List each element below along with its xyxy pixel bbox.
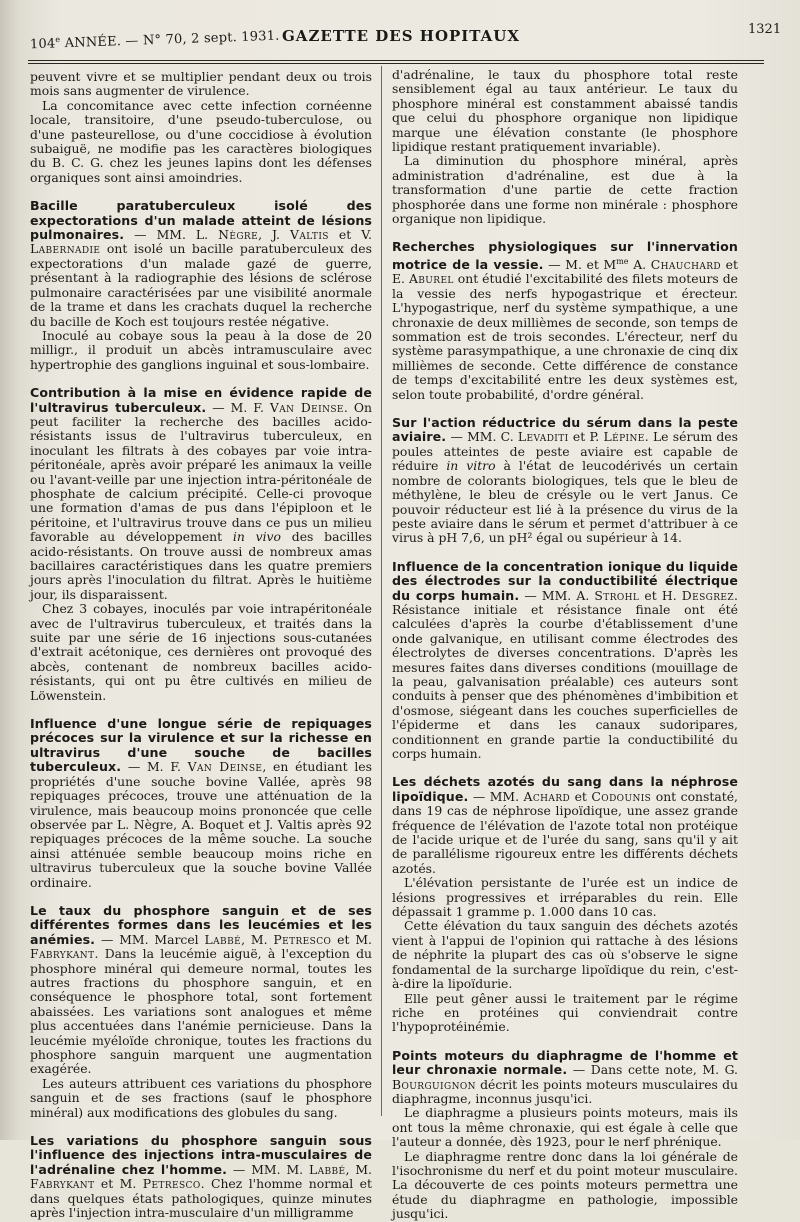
paragraph: Elle peut gêner aussi le traitement par le régime riche en protéines qui conviendrait contre l'hypoprotéinémie.	[392, 990, 738, 1035]
column-divider	[381, 66, 382, 1116]
author-name: Achard	[523, 788, 571, 804]
author-name: Levaditi	[517, 429, 569, 445]
paragraph: d'adrénaline, le taux du phosphore total reste sensiblement égal au taux antérieur. Le taux du phosphore minéral est constamment abaissé tandis que celui du phosphore organique non lipidique marque une élévation constante (le phosphore lipidique restant pratiquement invariable).	[392, 67, 738, 155]
author-name: Fabrykant	[30, 1176, 95, 1192]
article-title: Contribution à la mise en évidence rapide de l'ultravirus tuberculeux.	[30, 385, 372, 415]
article-title: Influence d'une longue série de repiquages précoces sur la virulence et sur la richesse en ultravirus d'une souche de bacilles tuberculeux.	[30, 716, 372, 775]
paragraph: Le diaphragme rentre donc dans la loi générale de l'isochronisme du nerf et du point moteur musculaire. La découverte de ces points moteurs permettra une étude du diaphragme en pathologie, impossible jusqu'ici.	[392, 1148, 738, 1222]
article-body: . Chez l'homme normal et dans quelques états pathologiques, quinze minutes après l'injection intra-musculaire d'un milligramme	[30, 1176, 372, 1221]
author-name: Strohl	[594, 587, 640, 603]
author-name: Van Deinse	[269, 399, 344, 415]
page-number: 1321	[748, 22, 782, 37]
article-phosphore-leucemies: Le taux du phosphore sanguin et de ses différentes formes dans les leucémies et les anémies. — MM. Marcel Labbé, M. Petresco et M. Fabrykant. Dans la leucémie aiguë, à l'exception du phosphore minéral qui demeure normal, toutes les autres fractions du phosphore sanguin, et en conséquence le phosphore total, sont fortement abaissées. Les variations sont analogues et même plus accentuées dans l'anémie pernicieuse. Dans la leucémie myéloïde chronique, toutes les fractions du phosphore sanguin marquent une augmentation exagérée. Les auteurs attribuent ces variations du phosphore sanguin et de ses fractions (sauf le phosphore minéral) aux modifications des globules du sang.	[30, 902, 372, 1120]
paragraph: Le diaphragme a plusieurs points moteurs, mais ils ont tous la même chronaxie, qui est égale à celle que l'auteur a donnée, dès 1923, pour le nerf phrénique.	[392, 1105, 738, 1150]
article-title: Influence de la concentration ionique du liquide des électrodes sur la conductibilité électrique du corps humain.	[392, 558, 738, 603]
paragraph: Chez 3 cobayes, inoculés par voie intrapéritonéale avec de l'ultravirus tuberculeux, et traités dans la suite par une série de 16 injections sous-cutanées d'extrait acétonique, ces dernières ont provoqué des abcès, contenant de nombreux bacilles acido-résistants, qui ont pu être cultivés en milieu de Löwenstein.	[30, 601, 372, 703]
author-name: Labernadie	[30, 241, 101, 257]
author-name: Labbé	[204, 931, 242, 947]
journal-title: GAZETTE DES HOPITAUX	[282, 27, 521, 45]
article-body: . Résistance initiale et résistance finale ont été calculées d'après la courbe d'établissement d'une onde galvanique, en utilisant comme électrodes des électrolytes de diverses concentrations. D'après les mesures faites dans diverses conditions (mouillage de la peau, galvanisation préalable) ces auteurs sont conduits à penser que des phénomènes d'imbibition et d'osmose, siégeant dans les couches superficielles de l'épiderme et dans les canaux sudoripares, conditionnent en grande partie la conductibilité du corps humain.	[392, 587, 738, 761]
author-name: Lépine	[603, 429, 645, 445]
header-rule-thin	[28, 63, 764, 64]
author-name: Nègre	[218, 227, 259, 243]
author-name: Codounis	[591, 788, 652, 804]
article-peste-aviaire: Sur l'action réductrice du sérum dans la peste aviaire. — MM. C. Levaditi et P. Lépine. Le sérum des poules atteintes de peste aviaire est capable de réduire in vitro à l'état de leucodérivés un certain nombre de colorants biologiques, tels que le bleu de méthylène, le bleu de crésyle ou le vert Janus. Ce pouvoir réducteur est lié à la présence du virus de la peste aviaire dans le sérum et permet d'attribuer à ce virus à pH 7,6, un pH² égal ou supérieur à 14.	[392, 415, 738, 546]
article-body: . On peut faciliter la recherche des bacilles acido-résistants issus de l'ultravirus tuberculeux, en inoculant les filtrats à des cobayes par voie intra-péritonéale, après avoir préparé les animaux la veille ou l'avant-veille par une injection intra-péritonéale de phosphate de calcium précipité. Celle-ci provoque une formation d'amas de pus dans l'épiploon et le péritoine, et l'ultravirus trouve dans ce pus un milieu favorable au développement	[30, 399, 372, 545]
left-column	[30, 70, 372, 1220]
author-name: Labbé	[308, 1161, 346, 1177]
author-name: Desgrez	[681, 587, 735, 603]
article-ultravirus: Contribution à la mise en évidence rapide de l'ultravirus tuberculeux. — M. F. Van Deinse. On peut faciliter la recherche des bacilles acido-résistants issus de l'ultravirus tuberculeux, en inoculant les filtrats à des cobayes par voie intra-péritonéale, après avoir préparé les animaux la veille ou l'avant-veille par une injection intra-péritonéale de phosphate de calcium précipité. Celle-ci provoque une formation d'amas de pus dans l'épiploon et le péritoine, et l'ultravirus trouve dans ce pus un milieu favorable au développement in vivo des bacilles acido-résistants. On trouve aussi de nombreux amas bacillaires caractéristiques dans les quatre premiers jours après l'inoculation du filtrat. Après le huitième jour, ils disparaissent. Chez 3 cobayes, inoculés par voie intrapéritonéale avec de l'ultravirus tuberculeux, et traités dans la suite par une série de 16 injections sous-cutanées d'extrait acétonique, ces dernières ont provoqué des abcès, contenant de nombreux bacilles acido-résistants, qui ont pu être cultivés en milieu de Löwenstein.	[30, 385, 372, 703]
article-title: Points moteurs du diaphragme de l'homme et leur chronaxie normale.	[392, 1047, 738, 1078]
article-body: décrit les points moteurs musculaires du diaphragme, inconnus jusqu'ici.	[392, 1076, 738, 1106]
author-name: Chauchard	[650, 257, 722, 272]
author-name: Bourguignon	[392, 1076, 476, 1092]
paragraph: Cette élévation du taux sanguin des déchets azotés vient à l'appui de l'opinion qui rattache à des lésions de néphrite la plupart des cas où s'observe le signe fondamental de la surcharge lipoïdique du rein, c'est-à-dire la lipoïdurie.	[392, 918, 738, 992]
right-column	[392, 68, 738, 1222]
article-title: Les variations du phosphore sanguin sous l'influence des injections intra-musculaires de l'adrénaline chez l'homme.	[30, 1133, 372, 1177]
article-title: Sur l'action réductrice du sérum dans la peste aviaire.	[392, 415, 738, 445]
article-body: ont isolé un bacille paratuberculeux des expectorations d'un malade gazé de guerre, présentant à la radiographie des lésions de sclérose pulmonaire caractérisées par une visibilité anormale de la trame et dans les crachats duquel la recherche du bacille de Koch est toujours restée négative.	[30, 241, 372, 329]
article-paratuberculeux: Bacille paratuberculeux isolé des expectorations d'un malade atteint de lésions pulmonaires. — MM. L. Nègre, J. Valtis et V. Labernadie ont isolé un bacille paratuberculeux des expectorations d'un malade gazé de guerre, présentant à la radiographie des lésions de sclérose pulmonaire caractérisées par une visibilité anormale de la trame et dans les crachats duquel la recherche du bacille de Koch est toujours restée négative. Inoculé au cobaye sous la peau à la dose de 20 milligr., il produit un abcès intramusculaire avec hypertrophie des ganglions inguinal et sous-lombaire.	[30, 198, 372, 372]
author-name: Aburel	[408, 271, 454, 287]
article-title: Bacille paratuberculeux isolé des expectorations d'un malade atteint de lésions pulmonaires.	[30, 198, 372, 243]
article-body: , en étudiant les propriétés d'une souche bovine Vallée, après 98 repiquages précoces, trouve une atténuation de la virulence, mais beaucoup moins prononcée que celle observée par L. Nègre, A. Boquet et J. Valtis après 92 repiquages précoces de la même souche. La souche ainsi atténuée semble beaucoup moins riche en ultravirus tuberculeux que la souche bovine Vallée ordinaire.	[30, 759, 372, 890]
author-name: Valtis	[290, 227, 329, 243]
article-title: Les déchets azotés du sang dans la néphrose lipoïdique.	[392, 774, 738, 804]
article-diaphragme: Points moteurs du diaphragme de l'homme et leur chronaxie normale. — Dans cette note, M. G. Bourguignon décrit les points moteurs musculaires du diaphragme, inconnus jusqu'ici. Le diaphragme a plusieurs points moteurs, mais ils ont tous la même chronaxie, qui est égale à celle que l'auteur a donnée, dès 1923, pour le nerf phrénique. Le diaphragme rentre donc dans la loi générale de l'isochronisme du nerf et du point moteur musculaire. La découverte de ces points moteurs permettra une étude du diaphragme en pathologie, impossible jusqu'ici.	[392, 1047, 738, 1222]
author-name: Petresco	[273, 931, 332, 947]
article-body: . Dans la leucémie aiguë, à l'exception du phosphore minéral qui demeure normal, toutes les autres fractions du phosphore sanguin, et en conséquence le phosphore total, sont fortement abaissées. Les variations sont analogues et même plus accentuées dans l'anémie pernicieuse. Dans la leucémie myéloïde chronique, toutes les fractions du phosphore sanguin marquent une augmentation exagérée.	[30, 946, 372, 1077]
article-title: Le taux du phosphore sanguin et de ses différentes formes dans les leucémies et les anémies.	[30, 902, 372, 947]
paragraph: L'élévation persistante de l'urée est un indice de lésions progressives et irréparables du rein. Elle dépassait 1 gramme p. 1.000 dans 10 cas.	[392, 875, 738, 920]
article-body: ont constaté, dans 19 cas de néphrose lipoïdique, une assez grande fréquence de l'élévation de l'azote total non protéique de l'acide urique et de l'urée du sang, sans qu'il y ait de parallélisme rigoureux entre les différents déchets azotés.	[392, 788, 738, 876]
article-body: ont étudié l'excitabilité des filets moteurs de la vessie des nerfs hypogastrique et érecteur. L'hypogastrique, nerf du système sympathique, a une chronaxie de deux millièmes de seconde, son temps de sommation est de trois secondes. L'érecteur, nerf du système parasympathique, a une chronaxie de cinq dix millièmes de seconde. Cette différence de constance de temps d'excitabilité entre les deux systèmes est, selon toute probabilité, d'ordre général.	[392, 271, 738, 402]
paragraph: La diminution du phosphore minéral, après administration d'adrénaline, est due à la transformation d'une partie de cette fraction phosphorée dans une forme non minérale : phosphore organique non lipidique.	[392, 153, 738, 227]
page-header	[0, 0, 800, 62]
author-name: Fabrykant	[30, 946, 95, 962]
issue-info: ANNÉE. — N° 70, 2 sept. 1931.	[60, 28, 280, 52]
paragraph: La concomitance avec cette infection cornéenne locale, transitoire, d'une pseudo-tuberculose, ou d'une pasteurellose, ou d'une coccidiose à évolution subaiguë, ne modifie pas les caractères biologiques du B. C. G. chez les jeunes lapins dont les défenses organiques sont ainsi amoindries.	[30, 97, 372, 185]
article-vessie: Recherches physiologiques sur l'innervation motrice de la vessie. — M. et $M^{me}$ A. Chauchard et E. Aburel ont étudié l'excitabilité des filets moteurs de la vessie des nerfs hypogastrique et érecteur. L'hypogastrique, nerf du système sympathique, a une chronaxie de deux millièmes de seconde, son temps de sommation est de trois secondes. L'érecteur, nerf du système parasympathique, a une chronaxie de cinq dix millièmes de seconde. Cette différence de constance de temps d'excitabilité entre les deux systèmes est, selon toute probabilité, d'ordre général.	[392, 239, 738, 402]
paragraph: Inoculé au cobaye sous la peau à la dose de 20 milligr., il produit un abcès intramusculaire avec hypertrophie des ganglions inguinal et sous-lombaire.	[30, 327, 372, 372]
article-nephrose: Les déchets azotés du sang dans la néphrose lipoïdique. — MM. Achard et Codounis ont constaté, dans 19 cas de néphrose lipoïdique, une assez grande fréquence de l'élévation de l'azote total non protéique de l'acide urique et de l'urée du sang, sans qu'il y ait de parallélisme rigoureux entre les différents déchets azotés. L'élévation persistante de l'urée est un indice de lésions progressives et irréparables du rein. Elle dépassait 1 gramme p. 1.000 dans 10 cas. Cette élévation du taux sanguin des déchets azotés vient à l'appui de l'opinion qui rattache à des lésions de néphrite la plupart des cas où s'observe le signe fondamental de la surcharge lipoïdique du rein, c'est-à-dire la lipoïdurie. Elle peut gêner aussi le traitement par le régime riche en protéines qui conviendrait contre l'hypoprotéinémie.	[392, 774, 738, 1035]
article-repiquages: Influence d'une longue série de repiquages précoces sur la virulence et sur la richesse en ultravirus d'une souche de bacilles tuberculeux. — M. F. Van Deinse, en étudiant les propriétés d'une souche bovine Vallée, après 98 repiquages précoces, trouve une atténuation de la virulence, mais beaucoup moins prononcée que celle observée par L. Nègre, A. Boquet et J. Valtis après 92 repiquages précoces de la même souche. La souche ainsi atténuée semble beaucoup moins riche en ultravirus tuberculeux que la souche bovine Vallée ordinaire.	[30, 716, 372, 890]
article-body: . Le sérum des poules atteintes de peste aviaire est capable de réduire	[392, 429, 738, 474]
author-name: Petresco	[142, 1176, 201, 1192]
year-number: 104	[29, 36, 56, 53]
header-rule	[28, 60, 764, 61]
article-phosphore-adrenaline: Les variations du phosphore sanguin sous l'influence des injections intra-musculaires de l'adrénaline chez l'homme. — MM. M. Labbé, M. Fabrykant et M. Petresco. Chez l'homme normal et dans quelques états pathologiques, quinze minutes après l'injection intra-musculaire d'un milligramme	[30, 1133, 372, 1221]
year-suffix: e	[55, 34, 61, 45]
author-name: Van Deinse	[187, 759, 263, 775]
issue-line	[30, 27, 280, 52]
article-conductibilite: Influence de la concentration ionique du liquide des électrodes sur la conductibilité électrique du corps humain. — MM. A. Strohl et H. Desgrez. Résistance initiale et résistance finale ont été calculées d'après la courbe d'établissement d'une onde galvanique, en utilisant comme électrodes des électrolytes de diverses concentrations. D'après les mesures faites dans diverses conditions (mouillage de la peau, galvanisation préalable) ces auteurs sont conduits à penser que des phénomènes d'imbibition et d'osmose, siégeant dans les couches superficielles de l'épiderme et dans les canaux sudoripares, conditionnent en grande partie la conductibilité du corps humain.	[392, 558, 738, 761]
article-title: Recherches physiologiques sur l'innervation motrice de la vessie.	[392, 239, 738, 272]
paragraph: peuvent vivre et se multiplier pendant deux ou trois mois sans augmenter de virulence.	[30, 69, 372, 99]
paragraph: Les auteurs attribuent ces variations du phosphore sanguin et de ses fractions (sauf le phosphore minéral) aux modifications des globules du sang.	[30, 1075, 372, 1120]
